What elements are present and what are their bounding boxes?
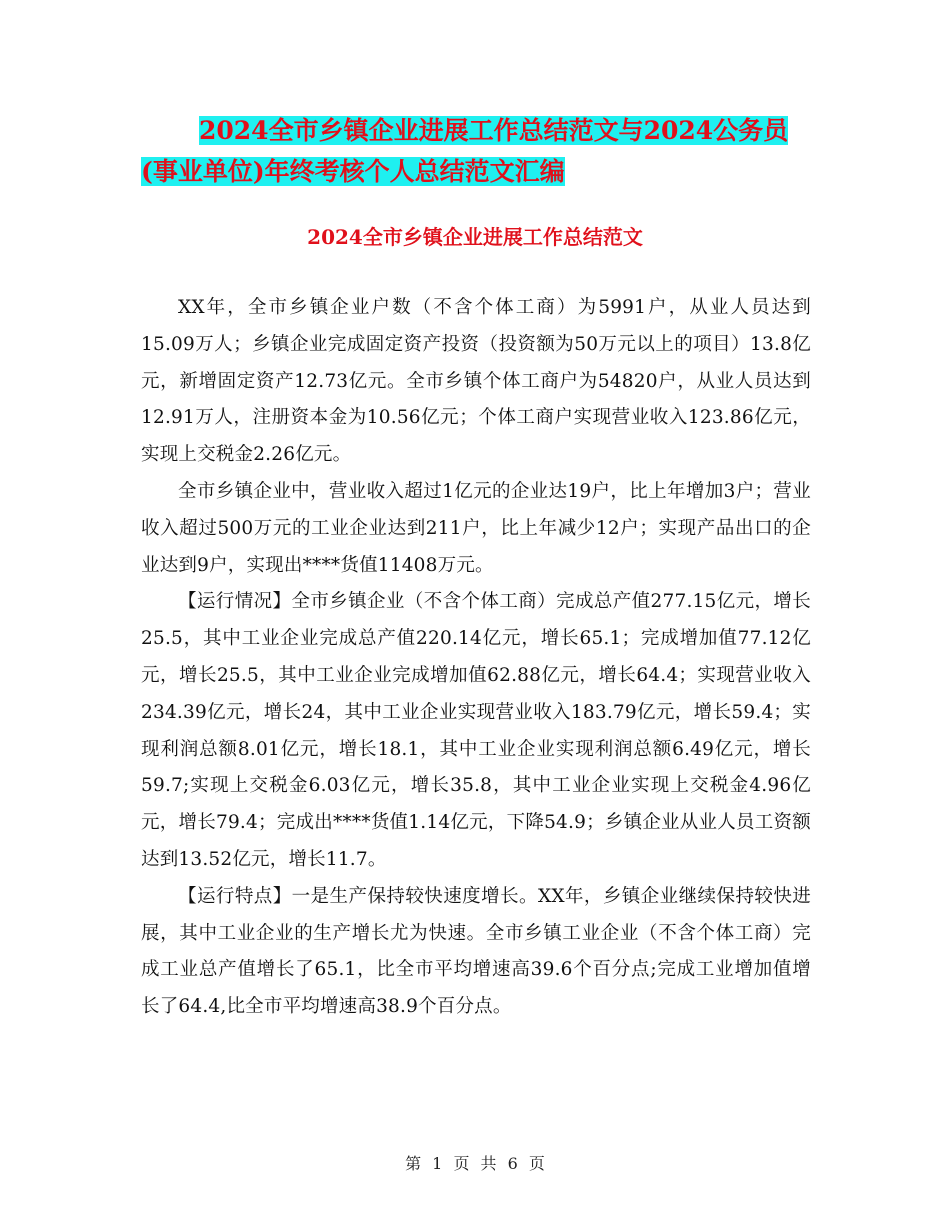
paragraph: 【运行特点】一是生产保持较快速度增长。XX年，乡镇企业继续保持较快进展，其中工业企业的生产增长尤为快速。全市乡镇工业企业（不含个体工商）完成工业总产值增长了65.1，比全市平均增速高39.6个百分点;完成工业增加值增长了64.4,比全市平均增速高38.9个百分点。 [141,885,811,1018]
paragraph: XX年，全市乡镇企业户数（不含个体工商）为5991户，从业人员达到15.09万人；乡镇企业完成固定资产投资（投资额为50万元以上的项目）13.8亿元，新增固定资产12.73亿元。全市乡镇个体工商户为54820户，从业人员达到12.91万人，注册资本金为10.56亿元；个体工商户实现营业收入123.86亿元，实现上交税金2.26亿元。 [141,297,811,466]
section-title: 2024全市乡镇企业进展工作总结范文 [307,225,643,249]
paragraph: 【运行情况】全市乡镇企业（不含个体工商）完成总产值277.15亿元，增长25.5，其中工业企业完成总产值220.14亿元，增长65.1；完成增加值77.12亿元，增长25.5，其中工业企业完成增加值62.88亿元，增长64.4；实现营业收入234.39亿元，增长24，其中工业企业实现营业收入183.79亿元，增长59.4；实现利润总额8.01亿元，增长18.1，其中工业企业实现利润总额6.49亿元，增长59.7;实现上交税金6.03亿元，增长35.8，其中工业企业实现上交税金4.96亿元，增长79.4；完成出****货值1.14亿元，下降54.9；乡镇企业从业人员工资额达到13.52亿元，增长11.7。 [141,591,811,870]
document-title [141,110,811,192]
page-footer: 第 1 页 共 6 页 [405,1154,545,1173]
title-highlight: 2024全市乡镇企业进展工作总结范文与2024公务员(事业单位)年终考核个人总结范文汇编 [141,116,789,186]
paragraph: 全市乡镇企业中，营业收入超过1亿元的企业达19户，比上年增加3户；营业收入超过500万元的工业企业达到211户，比上年减少12户；实现产品出口的企业达到9户，实现出****货值11408万元。 [141,480,811,576]
document-body [141,290,811,1026]
